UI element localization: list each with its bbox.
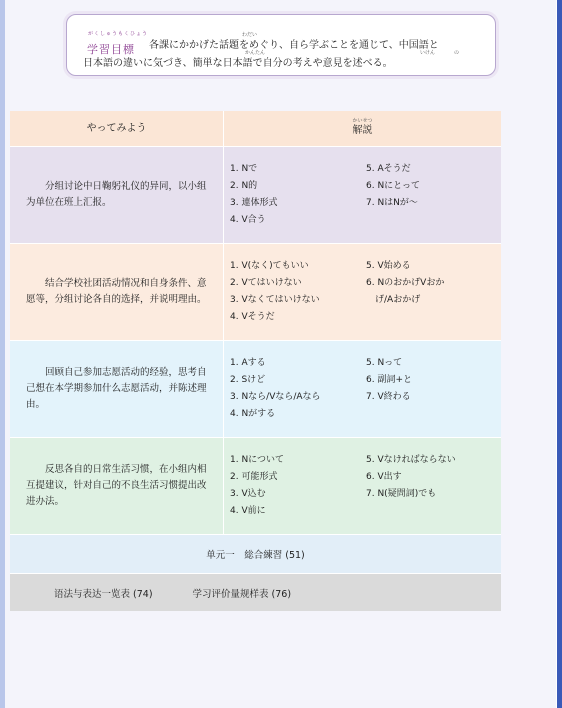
grammar-item: 6. NのおかげVおか [366, 278, 445, 288]
appendix-grammar-list: 语法与表达一览表 (74) [54, 588, 153, 600]
page-frame-right [557, 0, 562, 708]
header-activity: やってみよう [10, 111, 224, 146]
grammar-item: 7. V終わる [366, 392, 411, 402]
header-explanation-label: 解説 [352, 125, 373, 136]
appendix-rubric-sample: 学习评价量规样表 (76) [192, 588, 292, 600]
goal-line-2: 日本語の違いに気づき、簡単な日本語で自分の考えや意見を述べる。 [83, 58, 393, 69]
grammar-item: 7. N(疑問詞)でも [366, 489, 437, 499]
grammar-item: 4. Vそうだ [230, 312, 275, 322]
ruby-iken: いけん [420, 50, 436, 56]
learning-goal-box [66, 14, 496, 76]
grammar-item: 3. 連体形式 [230, 198, 278, 208]
grammar-list-2 [366, 452, 486, 503]
grammar-list-1 [230, 355, 360, 423]
grammar-item: 5. Nって [366, 358, 403, 368]
table-header-row [10, 111, 501, 147]
table-row [10, 147, 501, 244]
ruby-wadai: わだい [242, 32, 258, 38]
grammar-cell [224, 438, 501, 534]
grammar-list-1 [230, 258, 360, 326]
grammar-item: 6. 副詞+と [366, 375, 412, 385]
grammar-item: 5. Aそうだ [366, 164, 411, 174]
table-row [10, 341, 501, 438]
unit-review-label: 单元一 総合練習 (51) [206, 550, 305, 561]
grammar-item: 4. Nがする [230, 409, 276, 419]
grammar-item: 2. N的 [230, 181, 258, 191]
activity-text: 结合学校社团活动情况和自身条件、意愿等，分组讨论各自的选择，并说明理由。 [26, 278, 207, 305]
grammar-item: 6. Nにとって [366, 181, 421, 191]
grammar-list-2 [366, 161, 486, 212]
goal-line-1: 各課にかかげた話題をめぐり、自ら学ぶことを通じて、中国語と [149, 40, 439, 51]
grammar-item: 1. Nで [230, 164, 258, 174]
activity-text: 分组讨论中日鞠躬礼仪的异同，以小组为单位在班上汇报。 [26, 181, 207, 208]
grammar-list-1 [230, 452, 360, 520]
grammar-item: 2. Sけど [230, 375, 266, 385]
grammar-cell [224, 147, 501, 243]
grammar-cell [224, 244, 501, 340]
grammar-item: 3. Nなら/Vなら/Aなら [230, 392, 321, 402]
table-row [10, 244, 501, 341]
grammar-item: 1. V(なく)てもいい [230, 261, 309, 271]
grammar-item: 6. V出す [366, 472, 402, 482]
grammar-item: 7. NはNが～ [366, 198, 418, 208]
grammar-item: 3. V込む [230, 489, 266, 499]
goal-label-ruby: がくしゅうもくひょう [88, 31, 149, 37]
grammar-item: 2. Vてはいけない [230, 278, 302, 288]
unit-review-row [10, 535, 501, 574]
activity-cell [10, 438, 224, 534]
activity-cell [10, 147, 224, 243]
ruby-no: の [454, 50, 460, 56]
grammar-list-1 [230, 161, 360, 229]
header-explanation-ruby: かいせつ [352, 118, 373, 124]
grammar-item: 4. V合う [230, 215, 266, 225]
activity-cell [10, 244, 224, 340]
grammar-item: 5. V始める [366, 261, 411, 271]
grammar-list-2 [366, 355, 486, 406]
header-explanation [224, 111, 501, 146]
grammar-cell [224, 341, 501, 437]
grammar-item: 3. Vなくてはいけない [230, 295, 320, 305]
grammar-item: 1. Nについて [230, 455, 285, 465]
ruby-kantan: かんたん [245, 50, 266, 56]
activity-text: 回顾自己参加志愿活动的经验，思考自己想在本学期参加什么志愿活动，并陈述理由。 [26, 367, 207, 410]
table-row [10, 438, 501, 535]
activity-cell [10, 341, 224, 437]
appendix-row [10, 574, 501, 611]
activity-text: 反思各自的日常生活习惯，在小组内相互提建议，针对自己的不良生活习惯提出改进办法。 [26, 464, 207, 507]
grammar-item: 1. Aする [230, 358, 266, 368]
goal-label: 学習目標 [87, 43, 135, 56]
grammar-item: 4. V前に [230, 506, 266, 516]
grammar-item: 2. 可能形式 [230, 472, 278, 482]
content-table [10, 111, 501, 611]
grammar-item: 5. Vなければならない [366, 455, 456, 465]
grammar-list-2 [366, 258, 486, 309]
grammar-item: げ/Aおかげ [366, 295, 421, 305]
